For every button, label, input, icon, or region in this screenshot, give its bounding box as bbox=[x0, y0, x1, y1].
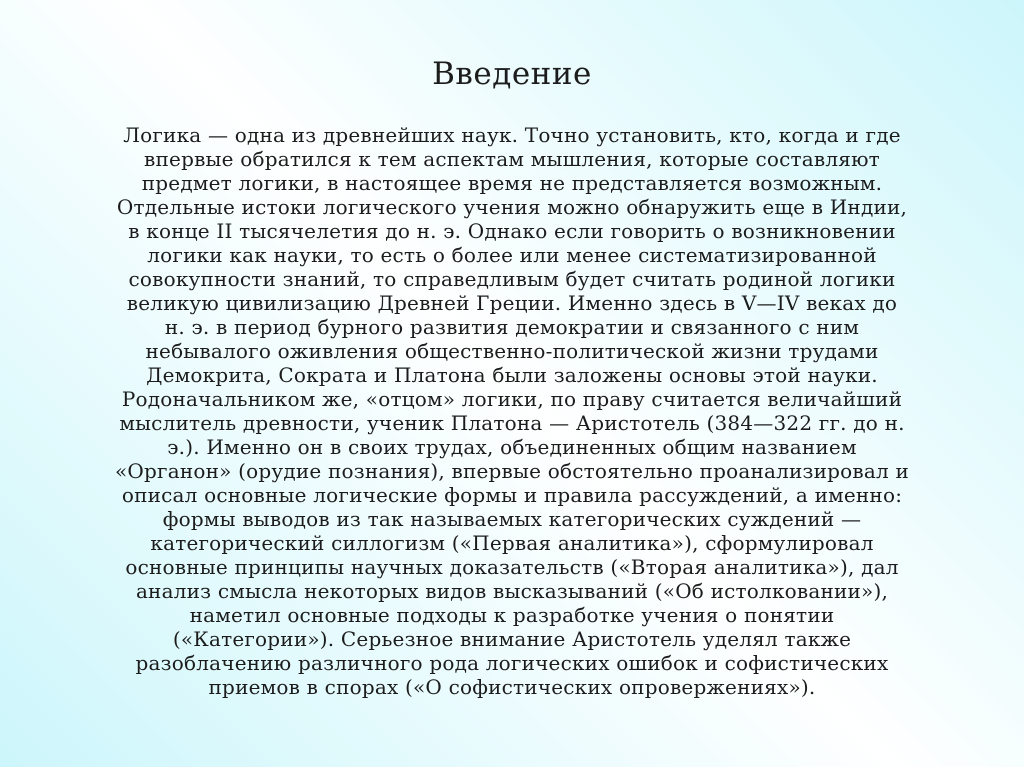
text-line: («Категории»). Серьезное внимание Аристотель уделял также bbox=[172, 627, 852, 651]
text-line: н. э. в период бурного развития демократии и связанного с ним bbox=[164, 315, 860, 339]
text-line: формы выводов из так называемых категорических суждений — bbox=[162, 507, 862, 531]
text-line: мыслитель древности, ученик Платона — Аристотель (384—322 гг. до н. bbox=[119, 411, 905, 435]
text-line: совокупности знаний, то справедливым будет считать родиной логики bbox=[128, 267, 896, 291]
text-line: основные принципы научных доказательств («Вторая аналитика»), дал bbox=[125, 555, 899, 579]
text-line: приемов в спорах («О софистических опровержениях»). bbox=[208, 675, 816, 699]
text-line: э.). Именно он в своих трудах, объединенных общим названием bbox=[167, 435, 857, 459]
text-line: Демокрита, Сократа и Платона были заложены основы этой науки. bbox=[146, 363, 878, 387]
text-line: логики как науки, то есть о более или менее систематизированной bbox=[147, 243, 877, 267]
text-line: анализ смысла некоторых видов высказываний («Об истолковании»), bbox=[135, 579, 889, 603]
text-line: категорический силлогизм («Первая аналитика»), сформулировал bbox=[150, 531, 874, 555]
text-line: Родоначальником же, «отцом» логики, по праву считается величайший bbox=[121, 387, 903, 411]
text-line: великую цивилизацию Древней Греции. Именно здесь в V—IV веках до bbox=[126, 291, 898, 315]
text-line: разоблачению различного рода логических ошибок и софистических bbox=[135, 651, 889, 675]
text-line: описал основные логические формы и правила рассуждений, а именно: bbox=[121, 483, 903, 507]
text-line: впервые обратился к тем аспектам мышления, которые составляют bbox=[144, 147, 880, 171]
slide-body-text bbox=[82, 123, 942, 699]
text-line: наметил основные подходы к разработке учения о понятии bbox=[189, 603, 835, 627]
text-line: небывалого оживления общественно-политической жизни трудами bbox=[145, 339, 879, 363]
text-line: Отдельные истоки логического учения можно обнаружить еще в Индии, bbox=[116, 195, 908, 219]
slide-title: Введение bbox=[432, 56, 592, 92]
text-line: «Органон» (орудие познания), впервые обстоятельно проанализировал и bbox=[115, 459, 909, 483]
text-line: в конце II тысячелетия до н. э. Однако если говорить о возникновении bbox=[128, 219, 896, 243]
text-line: Логика — одна из древнейших наук. Точно установить, кто, когда и где bbox=[123, 123, 901, 147]
text-line: предмет логики, в настоящее время не представляется возможным. bbox=[141, 171, 883, 195]
